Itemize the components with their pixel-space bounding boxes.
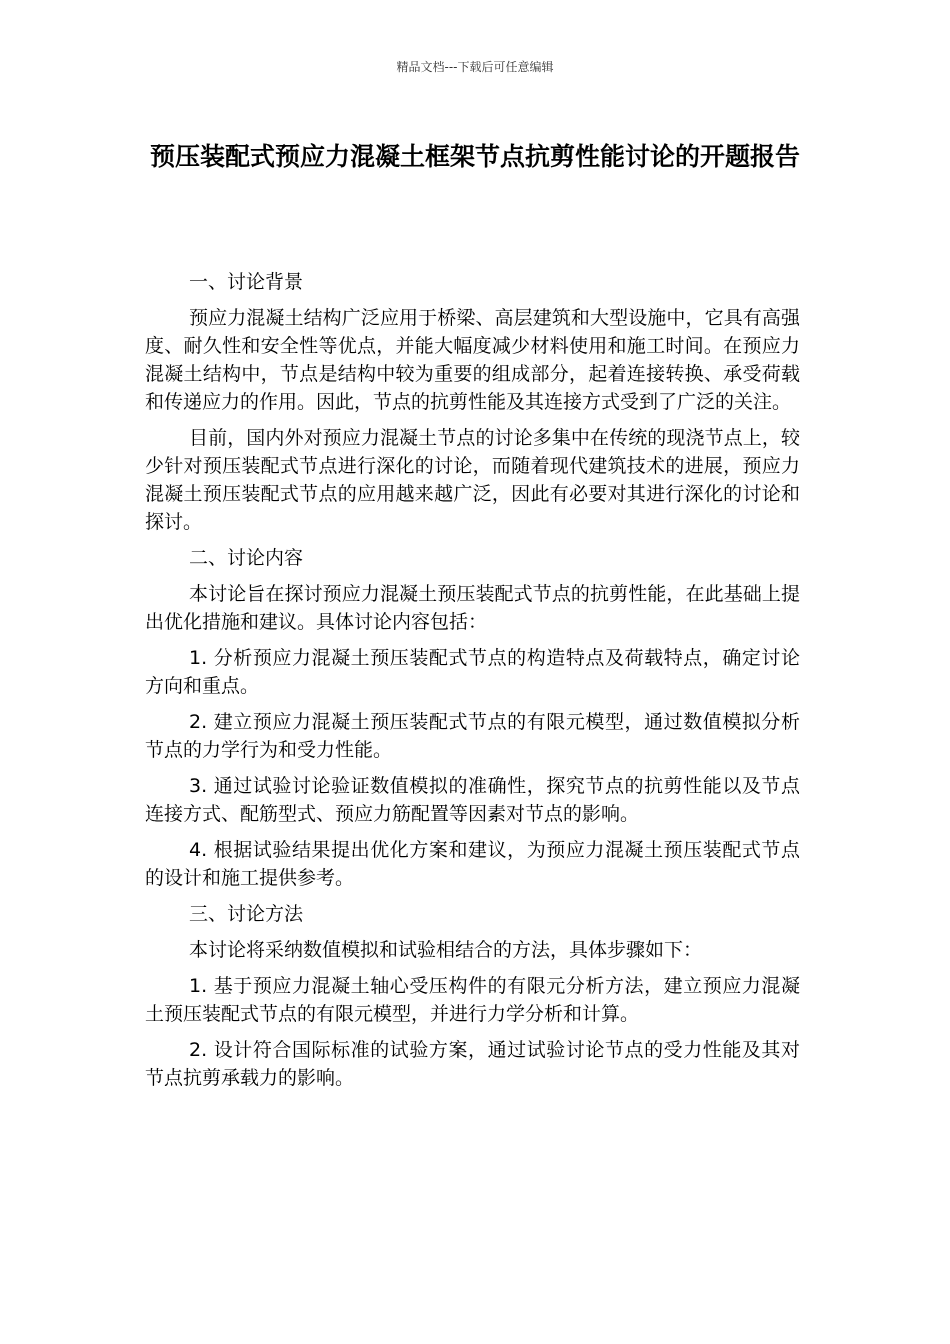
document-body <box>145 268 800 1100</box>
header-note: 精品文档---下载后可任意编辑 <box>396 60 554 74</box>
list-item: 1. 基于预应力混凝土轴心受压构件的有限元分析方法，建立预应力混凝土预压装配式节点的有限元模型，并进行力学分析和计算。 <box>145 975 800 1025</box>
list-item: 3. 通过试验讨论验证数值模拟的准确性，探究节点的抗剪性能以及节点连接方式、配筋型式、预应力筋配置等因素对节点的影响。 <box>145 775 800 825</box>
paragraph: 本讨论旨在探讨预应力混凝土预压装配式节点的抗剪性能，在此基础上提出优化措施和建议。具体讨论内容包括： <box>145 583 800 633</box>
document-title: 预压装配式预应力混凝土框架节点抗剪性能讨论的开题报告 <box>149 142 800 171</box>
list-item: 4. 根据试验结果提出优化方案和建议，为预应力混凝土预压装配式节点的设计和施工提供参考。 <box>145 839 800 889</box>
paragraph: 目前，国内外对预应力混凝土节点的讨论多集中在传统的现浇节点上，较少针对预压装配式节点进行深化的讨论，而随着现代建筑技术的进展，预应力混凝土预压装配式节点的应用越来越广泛，因此有必要对其进行深化的讨论和探讨。 <box>145 427 800 533</box>
list-item: 2. 设计符合国际标准的试验方案，通过试验讨论节点的受力性能及其对节点抗剪承载力的影响。 <box>145 1039 800 1089</box>
list-item: 1. 分析预应力混凝土预压装配式节点的构造特点及荷载特点，确定讨论方向和重点。 <box>145 647 800 697</box>
section-heading-background: 一、讨论背景 <box>189 271 304 293</box>
list-item: 2. 建立预应力混凝土预压装配式节点的有限元模型，通过数值模拟分析节点的力学行为和受力性能。 <box>145 711 800 761</box>
section-heading-content: 二、讨论内容 <box>189 547 304 569</box>
section-heading-method: 三、讨论方法 <box>189 903 304 925</box>
paragraph: 本讨论将采纳数值模拟和试验相结合的方法，具体步骤如下： <box>189 939 703 961</box>
paragraph: 预应力混凝土结构广泛应用于桥梁、高层建筑和大型设施中，它具有高强度、耐久性和安全性等优点，并能大幅度减少材料使用和施工时间。在预应力混凝土结构中，节点是结构中较为重要的组成部分，起着连接转换、承受荷载和传递应力的作用。因此，节点的抗剪性能及其连接方式受到了广泛的关注。 <box>145 307 800 413</box>
